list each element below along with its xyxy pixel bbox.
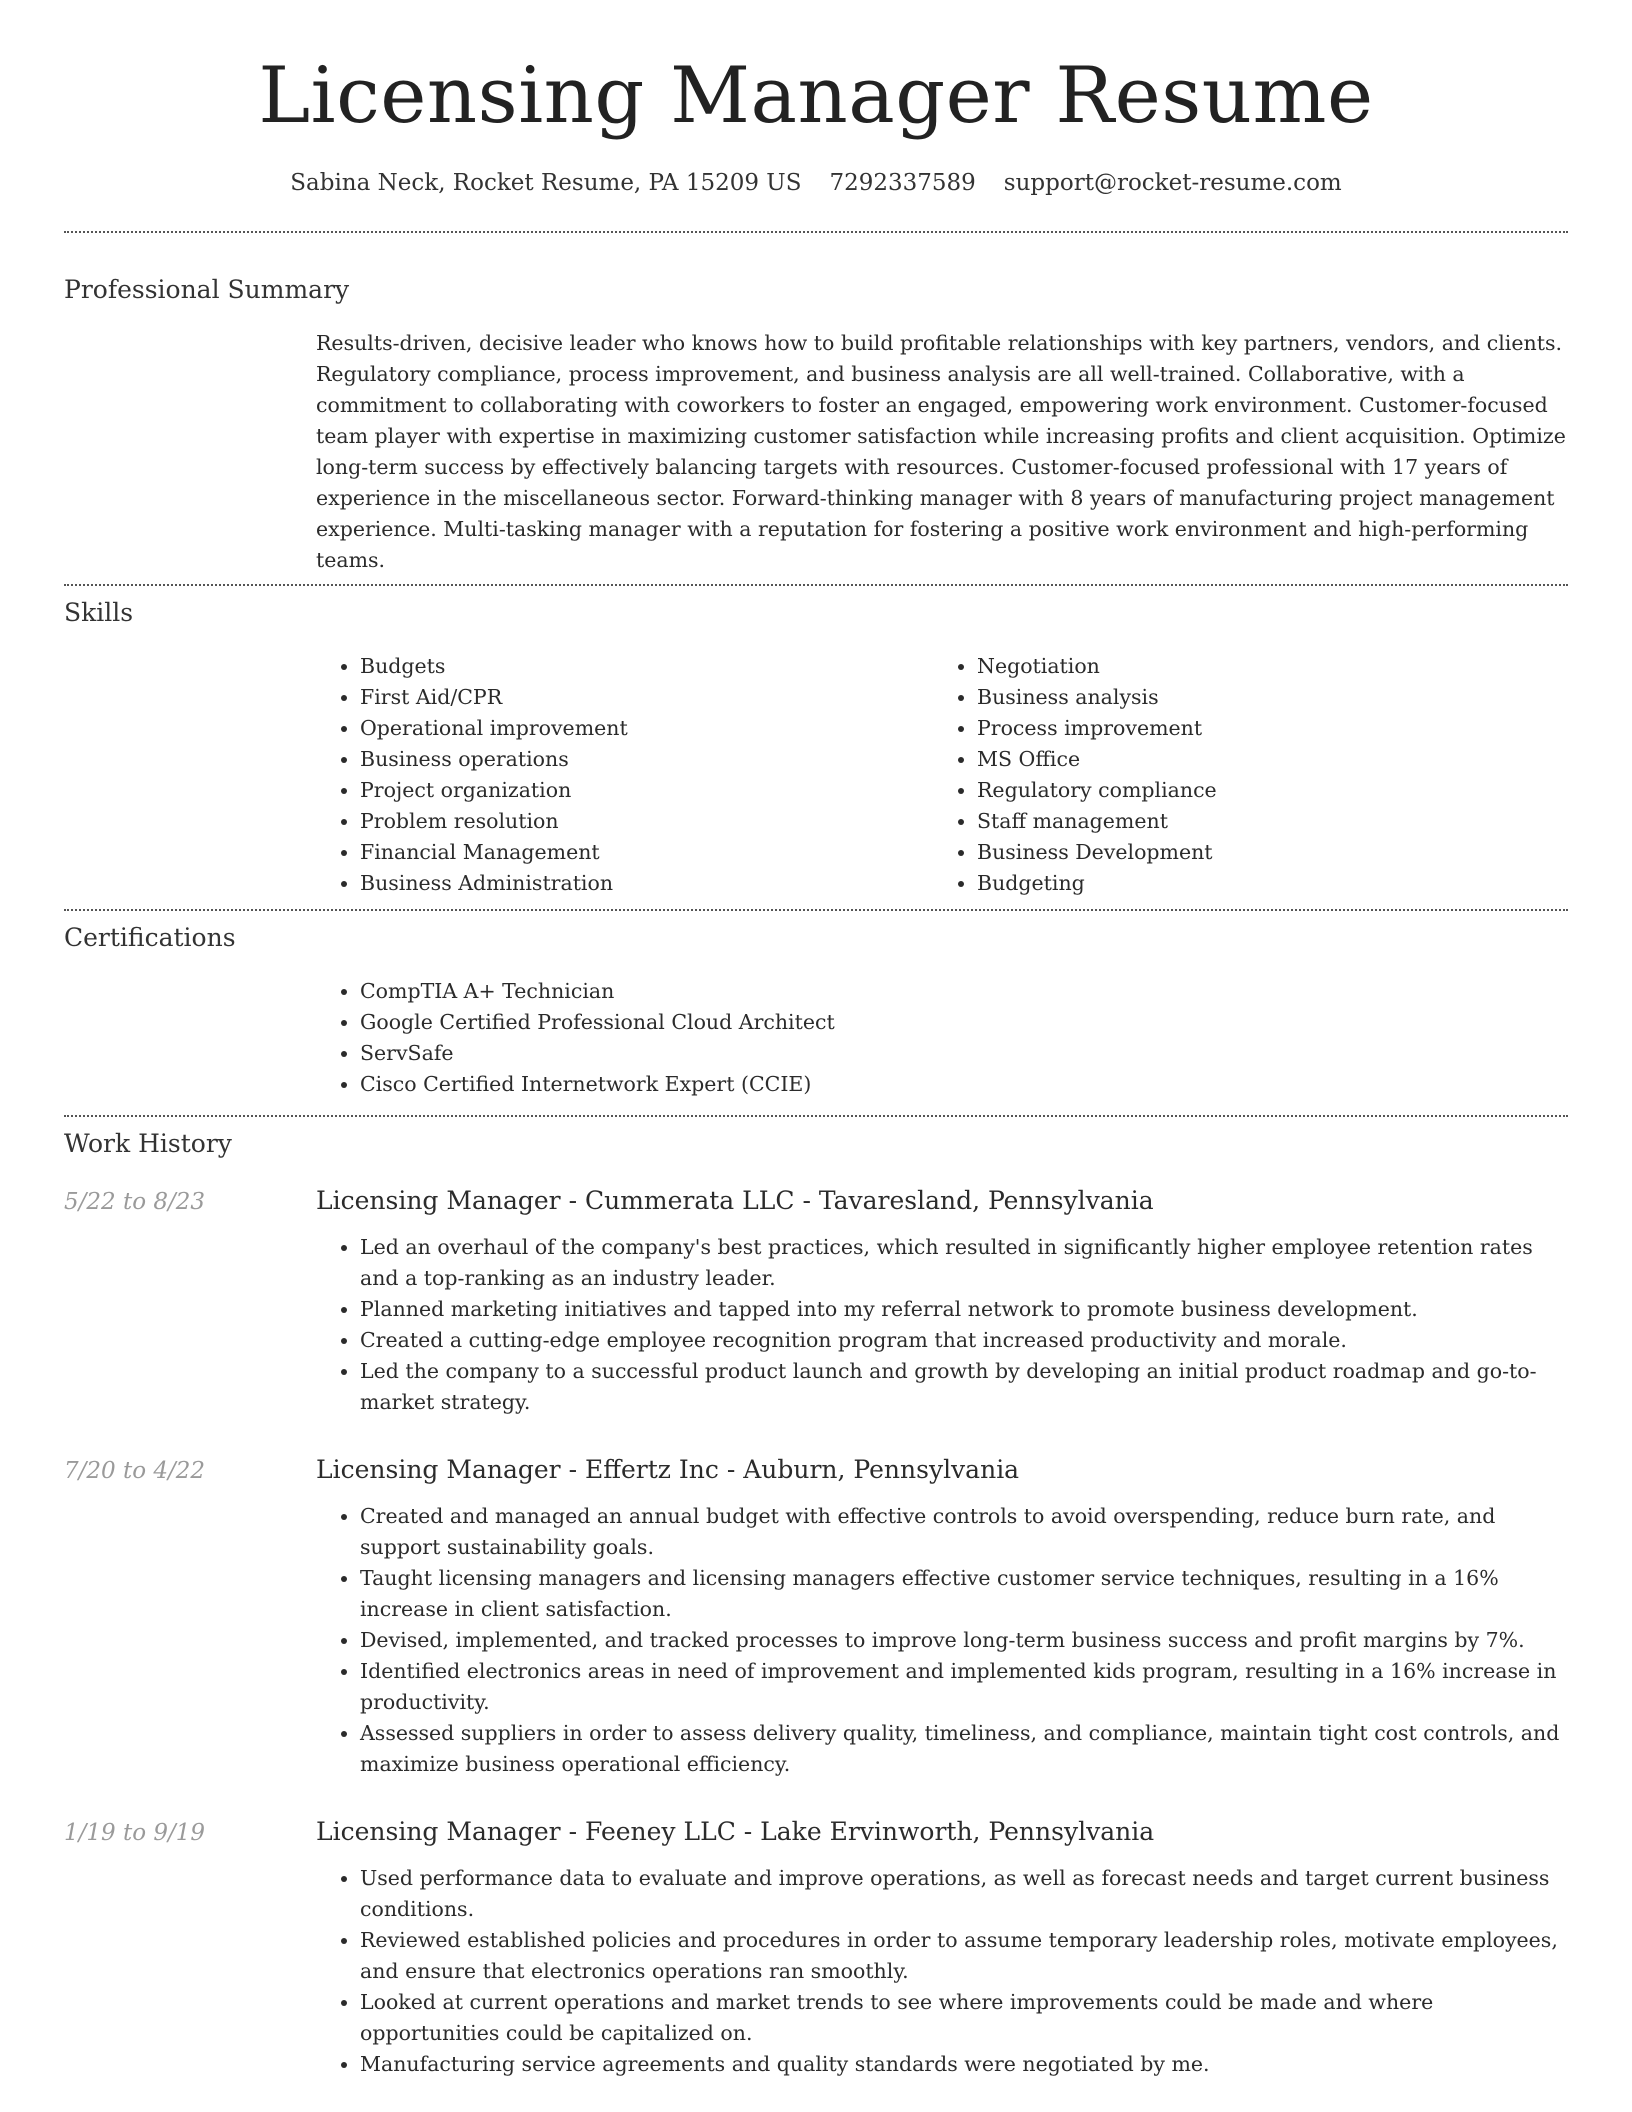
- job-entry: [64, 1817, 1568, 2080]
- job-title: Licensing Manager - Cummerata LLC - Tavaresland, Pennsylvania: [316, 1186, 1154, 1216]
- job-dates: 1/19 to 9/19: [64, 1820, 206, 1847]
- job-bullet-list: [316, 1232, 1568, 1418]
- list-item: • Staff management: [977, 806, 1568, 837]
- job-title: Licensing Manager - Effertz Inc - Auburn, Pennsylvania: [316, 1455, 1020, 1485]
- list-item: • Regulatory compliance: [977, 775, 1568, 806]
- job-entry: [64, 1186, 1568, 1418]
- divider: [64, 909, 1568, 911]
- skills-section: [64, 598, 1568, 899]
- work-section: [64, 1129, 1568, 2080]
- divider: [64, 231, 1568, 233]
- contact-address: Sabina Neck, Rocket Resume, PA 15209 US: [290, 169, 802, 196]
- job-header: [64, 1455, 1568, 1484]
- contact-phone: 7292337589: [829, 169, 976, 196]
- list-item: • Created a cutting-edge employee recognition program that increased productivity and morale.: [360, 1325, 1568, 1356]
- skills-heading: Skills: [64, 598, 134, 628]
- list-item: • Business Administration: [360, 868, 933, 899]
- certifications-list: [316, 976, 1568, 1100]
- summary-section: [64, 275, 1568, 576]
- job-header: [64, 1186, 1568, 1215]
- list-item: • Negotiation: [977, 651, 1568, 682]
- list-item: • Reviewed established policies and procedures in order to assume temporary leadership roles, motivate employees, and ensure that electronics operations ran smoothly.: [360, 1925, 1568, 1987]
- list-item: • Manufacturing service agreements and quality standards were negotiated by me.: [360, 2049, 1568, 2080]
- job-bullets: [316, 1232, 1568, 1418]
- list-item: • First Aid/CPR: [360, 682, 933, 713]
- summary-text: Results-driven, decisive leader who knows how to build profitable relationships with key partners, vendors, and clients. Regulatory compliance, process improvement, and business analysis are all well-trained. Collaborative, with a commitment to collaborating with coworkers to foster an engaged, empowering work environment. Customer-focused team player with expertise in maximizing customer satisfaction while increasing profits and client acquisition. Optimize long-term success by effectively balancing targets with resources. Customer-focused professional with 17 years of experience in the miscellaneous sector. Forward-thinking manager with 8 years of manufacturing project management experience. Multi-tasking manager with a reputation for fostering a positive work environment and high-performing teams.: [316, 331, 1566, 573]
- list-item: • Used performance data to evaluate and improve operations, as well as forecast needs and target current business conditions.: [360, 1863, 1568, 1925]
- skills-list-right: [933, 651, 1568, 899]
- list-item: • Led the company to a successful product launch and growth by developing an initial product roadmap and go-to-market strategy.: [360, 1356, 1568, 1418]
- divider: [64, 1115, 1568, 1117]
- work-heading: Work History: [64, 1129, 232, 1159]
- certifications-section: [64, 923, 1568, 1100]
- skills-list-left: [316, 651, 933, 899]
- list-item: • Budgets: [360, 651, 933, 682]
- job-bullets: [316, 1501, 1568, 1780]
- job-bullets: [316, 1863, 1568, 2080]
- list-item: • Planned marketing initiatives and tapped into my referral network to promote business development.: [360, 1294, 1568, 1325]
- list-item: • Taught licensing managers and licensing managers effective customer service techniques, resulting in a 16% increase in client satisfaction.: [360, 1563, 1568, 1625]
- list-item: • MS Office: [977, 744, 1568, 775]
- skills-content: [316, 651, 1568, 899]
- job-header: [64, 1817, 1568, 1846]
- list-item: • Business Development: [977, 837, 1568, 868]
- list-item: • Cisco Certified Internetwork Expert (CCIE): [360, 1069, 1568, 1100]
- contact-email: support@rocket-resume.com: [1003, 169, 1342, 196]
- list-item: • Business analysis: [977, 682, 1568, 713]
- certifications-heading: Certifications: [64, 923, 236, 953]
- list-item: • Operational improvement: [360, 713, 933, 744]
- list-item: • Financial Management: [360, 837, 933, 868]
- job-dates: 7/20 to 4/22: [64, 1458, 206, 1485]
- summary-heading: Professional Summary: [64, 275, 350, 305]
- list-item: • Created and managed an annual budget with effective controls to avoid overspending, reduce burn rate, and support sustainability goals.: [360, 1501, 1568, 1563]
- job-dates: 5/22 to 8/23: [64, 1189, 206, 1216]
- list-item: • Looked at current operations and market trends to see where improvements could be made and where opportunities could be capitalized on.: [360, 1987, 1568, 2049]
- list-item: • Led an overhaul of the company's best practices, which resulted in significantly higher employee retention rates and a top-ranking as an industry leader.: [360, 1232, 1568, 1294]
- list-item: • Business operations: [360, 744, 933, 775]
- job-bullet-list: [316, 1501, 1568, 1780]
- list-item: • Google Certified Professional Cloud Architect: [360, 1007, 1568, 1038]
- contact-line: [64, 170, 1568, 198]
- list-item: • Assessed suppliers in order to assess delivery quality, timeliness, and compliance, maintain tight cost controls, and maximize business operational efficiency.: [360, 1718, 1568, 1780]
- list-item: • Budgeting: [977, 868, 1568, 899]
- job-entry: [64, 1455, 1568, 1780]
- certifications-content: [316, 976, 1568, 1100]
- job-title: Licensing Manager - Feeney LLC - Lake Ervinworth, Pennsylvania: [316, 1817, 1155, 1847]
- divider: [64, 584, 1568, 586]
- list-item: • CompTIA A+ Technician: [360, 976, 1568, 1007]
- list-item: • ServSafe: [360, 1038, 1568, 1069]
- list-item: • Process improvement: [977, 713, 1568, 744]
- list-item: • Identified electronics areas in need of improvement and implemented kids program, resulting in a 16% increase in productivity.: [360, 1656, 1568, 1718]
- page-title: Licensing Manager Resume: [258, 51, 1374, 141]
- summary-content: [316, 328, 1568, 576]
- list-item: • Problem resolution: [360, 806, 933, 837]
- list-item: • Project organization: [360, 775, 933, 806]
- list-item: • Devised, implemented, and tracked processes to improve long-term business success and profit margins by 7%.: [360, 1625, 1568, 1656]
- job-bullet-list: [316, 1863, 1568, 2080]
